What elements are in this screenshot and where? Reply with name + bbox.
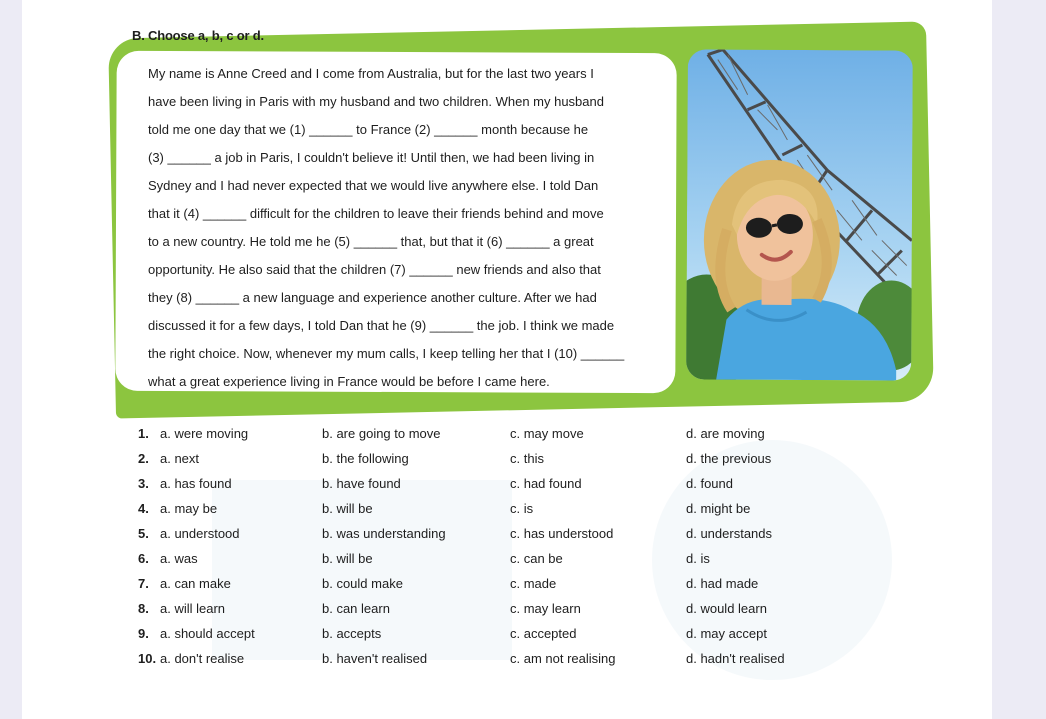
- woman-eiffel-tower-photo: [686, 49, 913, 380]
- passage-line: they (8) ______ a new language and experience another culture. After we had: [148, 290, 597, 305]
- passage-line: the right choice. Now, whenever my mum calls, I keep telling her that I (10) ______: [148, 346, 625, 361]
- reading-passage: [148, 60, 678, 396]
- question-number: 5.: [138, 526, 149, 541]
- option-a: a. understood: [160, 526, 240, 541]
- option-b: b. have found: [322, 476, 401, 491]
- option-d: d. found: [686, 476, 733, 491]
- option-a: a. were moving: [160, 426, 249, 441]
- passage-line: discussed it for a few days, I told Dan that he (9) ______ the job. I think we made: [148, 318, 615, 333]
- question-row: [138, 570, 858, 595]
- option-c: c. made: [510, 576, 557, 591]
- option-c: c. can be: [510, 551, 563, 566]
- passage-line: opportunity. He also said that the children (7) ______ new friends and also that: [148, 262, 601, 277]
- option-d: d. are moving: [686, 426, 765, 441]
- worksheet-page: [22, 0, 992, 719]
- option-c: c. had found: [510, 476, 582, 491]
- question-row: [138, 595, 858, 620]
- passage-line: told me one day that we (1) ______ to France (2) ______ month because he: [148, 122, 589, 137]
- option-c: c. is: [510, 501, 534, 516]
- question-row: [138, 495, 858, 520]
- option-b: b. was understanding: [322, 526, 446, 541]
- question-row: [138, 420, 858, 445]
- option-a: a. may be: [160, 501, 218, 516]
- option-b: b. accepts: [322, 626, 382, 641]
- option-b: b. could make: [322, 576, 403, 591]
- question-row: [138, 545, 858, 570]
- exercise-heading: B. Choose a, b, c or d.: [132, 28, 264, 43]
- passage-line: that it (4) ______ difficult for the children to leave their friends behind and move: [148, 206, 604, 221]
- option-d: d. the previous: [686, 451, 772, 466]
- question-number: 1.: [138, 426, 149, 441]
- option-b: b. haven't realised: [322, 651, 428, 666]
- option-b: b. are going to move: [322, 426, 441, 441]
- question-row: [138, 520, 858, 545]
- passage-line: to a new country. He told me he (5) ______ that, but that it (6) ______ a great: [148, 234, 594, 249]
- option-d: d. might be: [686, 501, 751, 516]
- question-number: 4.: [138, 501, 149, 516]
- option-a: a. don't realise: [160, 651, 245, 666]
- option-c: c. accepted: [510, 626, 577, 641]
- question-number: 6.: [138, 551, 149, 566]
- passage-line: (3) ______ a job in Paris, I couldn't believe it! Until then, we had been living in: [148, 150, 595, 165]
- question-number: 2.: [138, 451, 149, 466]
- answer-options-list: [138, 420, 858, 670]
- passage-line: have been living in Paris with my husband and two children. When my husband: [148, 94, 604, 109]
- option-c: c. may learn: [510, 601, 581, 616]
- option-b: b. will be: [322, 501, 373, 516]
- question-number: 9.: [138, 626, 149, 641]
- option-d: d. had made: [686, 576, 759, 591]
- question-row: [138, 620, 858, 645]
- option-d: d. is: [686, 551, 710, 566]
- question-number: 8.: [138, 601, 149, 616]
- question-number: 7.: [138, 576, 149, 591]
- passage-line: My name is Anne Creed and I come from Australia, but for the last two years I: [148, 66, 594, 81]
- option-b: b. the following: [322, 451, 409, 466]
- question-row: [138, 470, 858, 495]
- option-a: a. will learn: [160, 601, 226, 616]
- option-d: d. would learn: [686, 601, 767, 616]
- question-number: 3.: [138, 476, 149, 491]
- option-a: a. can make: [160, 576, 231, 591]
- passage-line: what a great experience living in France would be before I came here.: [148, 374, 550, 389]
- option-d: d. hadn't realised: [686, 651, 785, 666]
- option-a: a. should accept: [160, 626, 255, 641]
- option-d: d. may accept: [686, 626, 767, 641]
- question-row: [138, 445, 858, 470]
- option-c: c. am not realising: [510, 651, 616, 666]
- option-a: a. next: [160, 451, 200, 466]
- option-c: c. may move: [510, 426, 584, 441]
- option-c: c. has understood: [510, 526, 614, 541]
- option-b: b. can learn: [322, 601, 390, 616]
- option-b: b. will be: [322, 551, 373, 566]
- question-number: 10.: [138, 651, 157, 666]
- option-a: a. was: [160, 551, 198, 566]
- question-row: [138, 645, 858, 670]
- option-d: d. understands: [686, 526, 773, 541]
- option-c: c. this: [510, 451, 544, 466]
- photo-illustration: [686, 49, 913, 380]
- passage-line: Sydney and I had never expected that we would live anywhere else. I told Dan: [148, 178, 599, 193]
- option-a: a. has found: [160, 476, 232, 491]
